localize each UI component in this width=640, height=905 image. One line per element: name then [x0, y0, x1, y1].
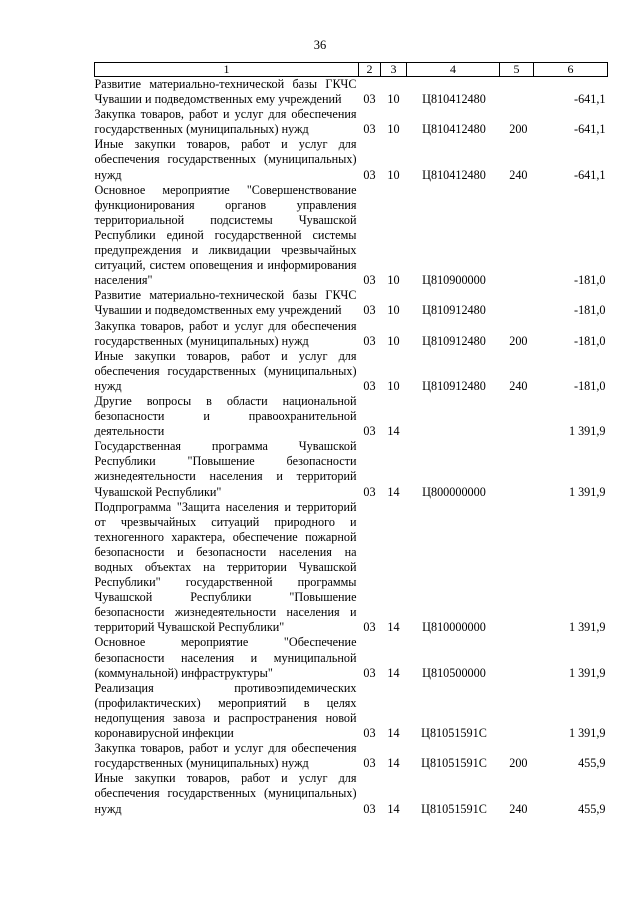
table-row: [95, 771, 608, 816]
row-target-article: Ц810412480: [422, 92, 486, 107]
table-row: [95, 107, 608, 137]
table-row: [95, 349, 608, 394]
row-name: Государственная программа Чувашской Республики "Повышение безопасности жизнедеятельности населения и территорий Чувашской Республики": [94, 439, 357, 499]
row-section: 03: [363, 92, 376, 107]
row-expense-type: [500, 681, 534, 741]
row-amount: -641,1: [574, 122, 606, 137]
table-row: [95, 77, 608, 108]
row-target-article: Ц81051591С: [421, 726, 487, 741]
row-subsection: 10: [387, 273, 400, 288]
table-row: [95, 394, 608, 439]
column-header-section: 2: [359, 63, 381, 77]
row-subsection: 10: [387, 122, 400, 137]
row-amount: 1 391,9: [568, 665, 606, 680]
row-expense-type: 200: [509, 333, 528, 348]
row-target-article: Ц810912480: [422, 333, 486, 348]
row-subsection: 14: [387, 424, 400, 439]
row-section: 03: [363, 378, 376, 393]
row-target-article: Ц810412480: [422, 167, 486, 182]
row-name: Иные закупки товаров, работ и услуг для обеспечения государственных (муниципальных) нужд: [94, 348, 357, 393]
row-subsection: 10: [387, 303, 400, 318]
row-subsection: 10: [387, 333, 400, 348]
row-amount: -181,0: [574, 303, 606, 318]
row-target-article: Ц810000000: [422, 620, 486, 635]
row-expense-type: 240: [509, 801, 528, 816]
row-expense-type: [500, 288, 534, 318]
column-header-name: 1: [95, 63, 359, 77]
row-subsection: 14: [387, 484, 400, 499]
table-row: [95, 288, 608, 318]
row-section: 03: [363, 333, 376, 348]
row-target-article: Ц81051591С: [421, 756, 487, 771]
row-section: 03: [363, 122, 376, 137]
row-name: Иные закупки товаров, работ и услуг для обеспечения государственных (муниципальных) нужд: [94, 137, 357, 182]
row-amount: -641,1: [574, 167, 606, 182]
row-target-article: [407, 394, 500, 439]
row-name: Развитие материально-технической базы ГКЧС Чувашии и подведомственных ему учреждений: [94, 288, 357, 318]
row-subsection: 10: [387, 378, 400, 393]
row-target-article: Ц810500000: [422, 665, 486, 680]
row-expense-type: [500, 635, 534, 680]
row-subsection: 14: [387, 801, 400, 816]
row-section: 03: [363, 303, 376, 318]
row-subsection: 14: [387, 726, 400, 741]
row-name: Иные закупки товаров, работ и услуг для обеспечения государственных (муниципальных) нужд: [94, 771, 357, 816]
row-name: Закупка товаров, работ и услуг для обеспечения государственных (муниципальных) нужд: [94, 318, 357, 348]
row-name: Реализация противоэпидемических (профилактических) мероприятий в целях недопущения завоза и распространения новой коронавирусной инфекции: [94, 680, 357, 741]
row-target-article: Ц810412480: [422, 122, 486, 137]
row-target-article: Ц810900000: [422, 273, 486, 288]
row-amount: 1 391,9: [568, 620, 606, 635]
row-section: 03: [363, 665, 376, 680]
row-target-article: Ц810912480: [422, 378, 486, 393]
row-name: Развитие материально-технической базы ГКЧС Чувашии и подведомственных ему учреждений: [94, 77, 357, 107]
row-amount: 1 391,9: [568, 726, 606, 741]
row-section: 03: [363, 620, 376, 635]
row-target-article: Ц810912480: [422, 303, 486, 318]
row-amount: 1 391,9: [568, 484, 606, 499]
row-subsection: 14: [387, 756, 400, 771]
table-row: [95, 635, 608, 680]
row-expense-type: [500, 394, 534, 439]
table-row: [95, 500, 608, 636]
row-name: Основное мероприятие "Обеспечение безопасности населения и муниципальной (коммунальной) инфраструктуры": [94, 635, 357, 680]
column-header-expense-type: 5: [500, 63, 534, 77]
row-amount: 1 391,9: [568, 424, 606, 439]
row-expense-type: [500, 500, 534, 636]
row-amount: -181,0: [574, 273, 606, 288]
row-name: Другие вопросы в области национальной безопасности и правоохранительной деятельности: [94, 393, 357, 439]
row-subsection: 14: [387, 665, 400, 680]
row-amount: 455,9: [578, 756, 606, 771]
row-section: 03: [363, 726, 376, 741]
row-name: Основное мероприятие "Совершенствование функционирования органов управления территориальной подсистемы Чувашской Республики единой государственной системы предупреждения и ликвидации чрезвычайных ситуаций, систем оповещения и информирования населения": [94, 182, 357, 288]
row-subsection: 10: [387, 167, 400, 182]
table-header: [95, 63, 608, 77]
table-body: [95, 77, 608, 817]
row-amount: -181,0: [574, 333, 606, 348]
row-name: Подпрограмма "Защита населения и территорий от чрезвычайных ситуаций природного и техногенного характера, обеспечение пожарной безопасности и безопасности населения на водных объектах на территории Чувашской Республики" государственной программы Чувашской Республики "Повышение безопасности жизнедеятельности населения и территорий Чувашской Республики": [94, 499, 357, 635]
row-amount: 455,9: [578, 801, 606, 816]
row-expense-type: [500, 439, 534, 499]
column-header-amount: 6: [534, 63, 608, 77]
row-section: 03: [363, 424, 376, 439]
row-section: 03: [363, 273, 376, 288]
table-row: [95, 319, 608, 349]
row-section: 03: [363, 484, 376, 499]
row-target-article: Ц800000000: [422, 484, 486, 499]
row-expense-type: [500, 77, 534, 108]
row-subsection: 14: [387, 620, 400, 635]
row-expense-type: 200: [509, 756, 528, 771]
row-amount: -641,1: [574, 92, 606, 107]
table-row: [95, 137, 608, 182]
table-row: [95, 681, 608, 741]
row-name: Закупка товаров, работ и услуг для обеспечения государственных (муниципальных) нужд: [94, 107, 357, 137]
row-amount: -181,0: [574, 378, 606, 393]
row-expense-type: 240: [509, 378, 528, 393]
row-expense-type: 240: [509, 167, 528, 182]
row-target-article: Ц81051591С: [421, 801, 487, 816]
row-subsection: 10: [387, 92, 400, 107]
row-expense-type: 200: [509, 122, 528, 137]
row-section: 03: [363, 756, 376, 771]
table-row: [95, 439, 608, 499]
budget-table: [94, 62, 608, 817]
table-row: [95, 741, 608, 771]
column-header-subsection: 3: [381, 63, 407, 77]
row-section: 03: [363, 801, 376, 816]
page-number: 36: [313, 38, 327, 52]
table-row: [95, 183, 608, 289]
row-expense-type: [500, 183, 534, 289]
row-section: 03: [363, 167, 376, 182]
column-header-target-article: 4: [407, 63, 500, 77]
row-name: Закупка товаров, работ и услуг для обеспечения государственных (муниципальных) нужд: [94, 741, 357, 771]
